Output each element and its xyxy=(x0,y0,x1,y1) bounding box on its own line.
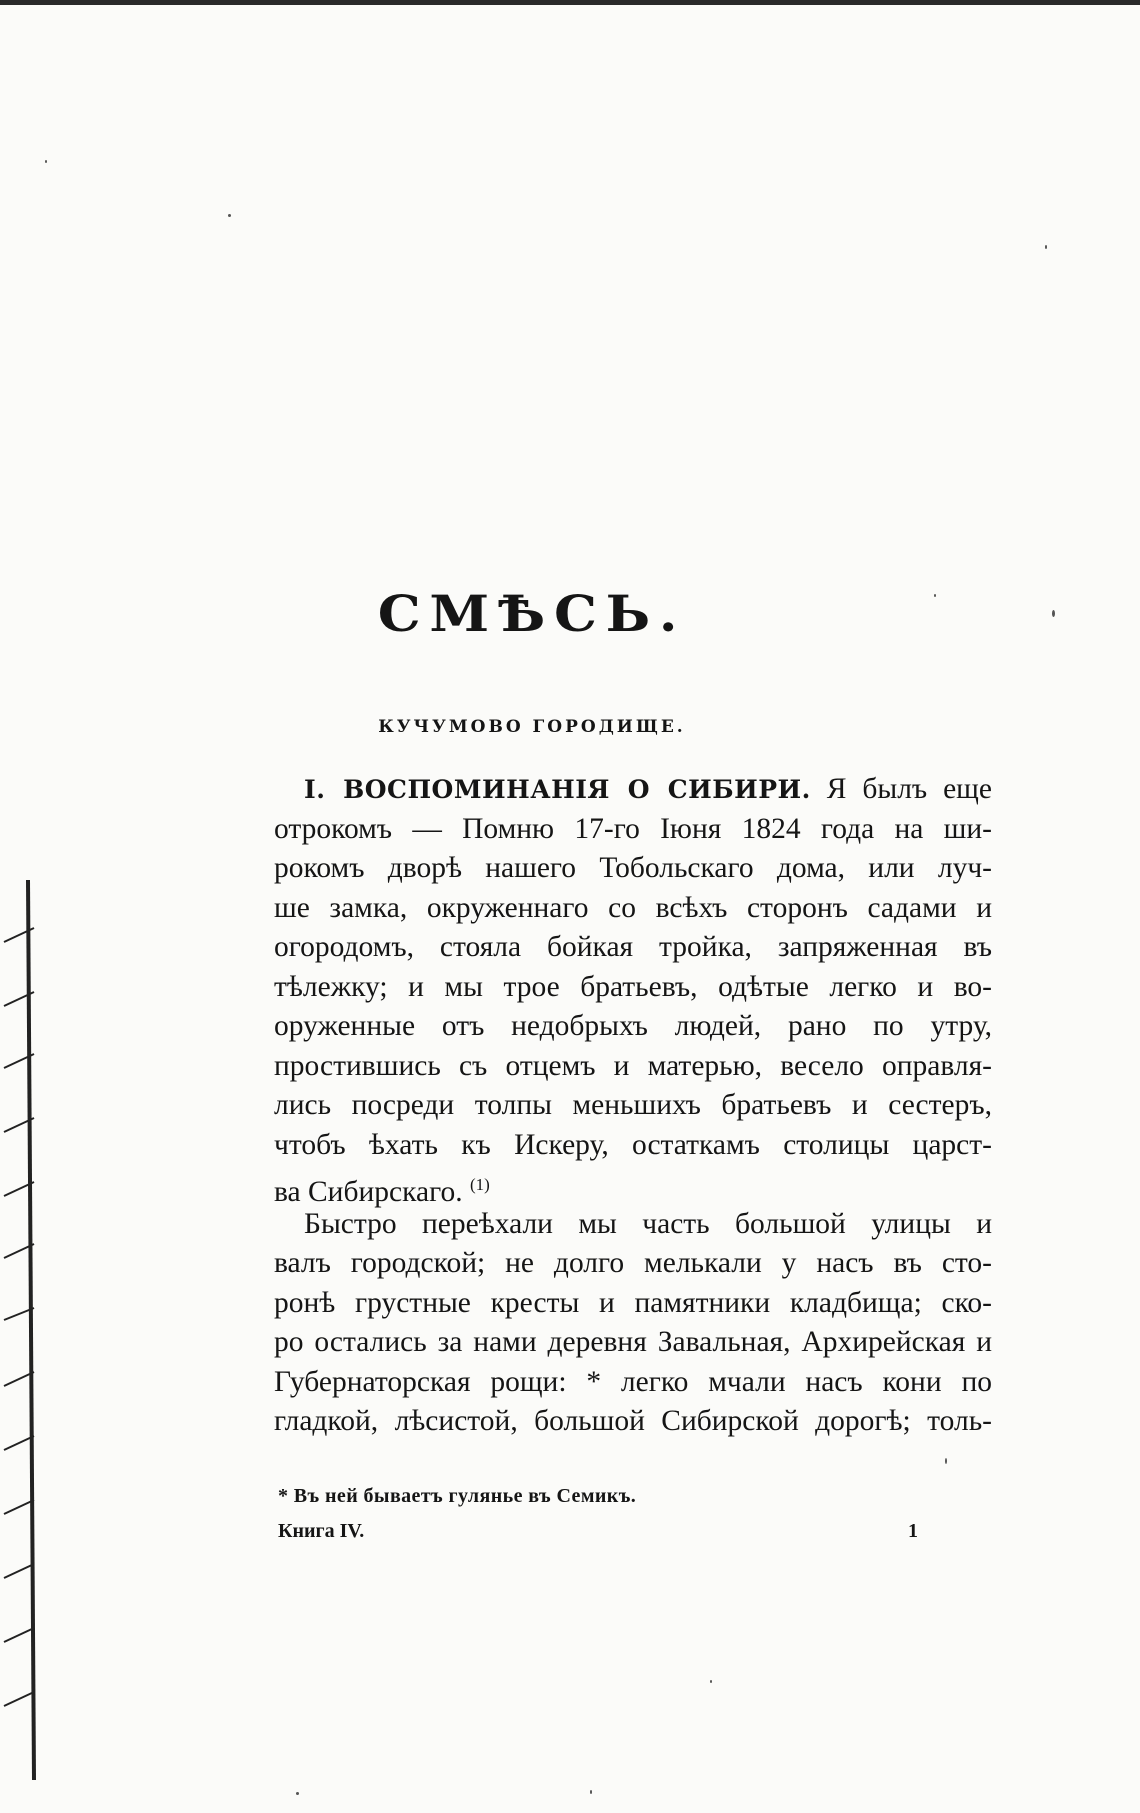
page-number: 1 xyxy=(908,1520,918,1542)
paper-speck xyxy=(1052,610,1055,617)
top-border-rule xyxy=(0,0,1140,5)
paper-speck xyxy=(1045,245,1047,249)
paragraph-first-line-rest: Я былъ еще xyxy=(826,773,992,805)
article-title: КУЧУМОВО ГОРОДИЩЕ. xyxy=(378,717,686,738)
paper-speck xyxy=(45,160,47,163)
paper-speck xyxy=(228,214,231,217)
section-title: СМѢСЬ. xyxy=(377,583,687,643)
text-line: ро остались за нами деревня Завальная, Архирейская и xyxy=(274,1326,992,1358)
text-line: тѣлежку; и мы трое братьевъ, одѣтые легко и во- xyxy=(274,970,992,1003)
paragraph-lead: I. ВОСПОМИНАНІЯ О СИБИРИ. xyxy=(304,775,811,804)
paper-speck xyxy=(934,594,936,597)
paper-speck xyxy=(296,1792,299,1795)
body-text xyxy=(274,770,992,1442)
paper-speck xyxy=(590,1790,592,1794)
text-line: рокомъ дворѣ нашего Тобольскаго дома, или луч- xyxy=(274,852,992,884)
note-marker: (1) xyxy=(469,1175,490,1194)
text-line: гладкой, лѣсистой, большой Сибирской дорогѣ; толь- xyxy=(274,1405,992,1437)
signature-mark: Книга IV. xyxy=(278,1520,365,1542)
binding-edge-marks xyxy=(0,880,60,1780)
text-line: простившись съ отцемъ и матерью, весело оправля- xyxy=(274,1049,992,1082)
paper-speck xyxy=(710,1680,712,1683)
text-line-end: ва Сибирскаго. xyxy=(274,1175,463,1208)
paragraph-1-line-1 xyxy=(274,770,992,810)
text-line: Губернаторская рощи: * легко мчали насъ кони по xyxy=(274,1365,992,1398)
text-line: огородомъ, стояла бойкая тройка, запряженная въ xyxy=(274,931,992,963)
text-line: чтобъ ѣхать къ Искеру, остаткамъ столицы царст- xyxy=(274,1128,992,1161)
footnote: * Въ ней бываетъ гулянье въ Семикъ. xyxy=(278,1485,637,1507)
text-line: ронѣ грустные кресты и памятники кладбища; ско- xyxy=(274,1286,992,1319)
paragraph-last-line xyxy=(274,1165,992,1208)
paper-speck xyxy=(945,1458,947,1464)
text-line: лись посреди толпы меньшихъ братьевъ и сестеръ, xyxy=(274,1089,992,1121)
text-line: Быстро переѣхали мы часть большой улицы и xyxy=(304,1207,992,1240)
text-line: ше замка, окруженнаго со всѣхъ сторонъ садами и xyxy=(274,891,992,924)
text-line: отрокомъ — Помню 17-го Іюня 1824 года на ши- xyxy=(274,812,992,845)
text-line: оруженные отъ недобрыхъ людей, рано по утру, xyxy=(274,1010,992,1042)
text-line: валъ городской; не долго мелькали у насъ въ сто- xyxy=(274,1247,992,1279)
signature-line xyxy=(278,1520,918,1543)
